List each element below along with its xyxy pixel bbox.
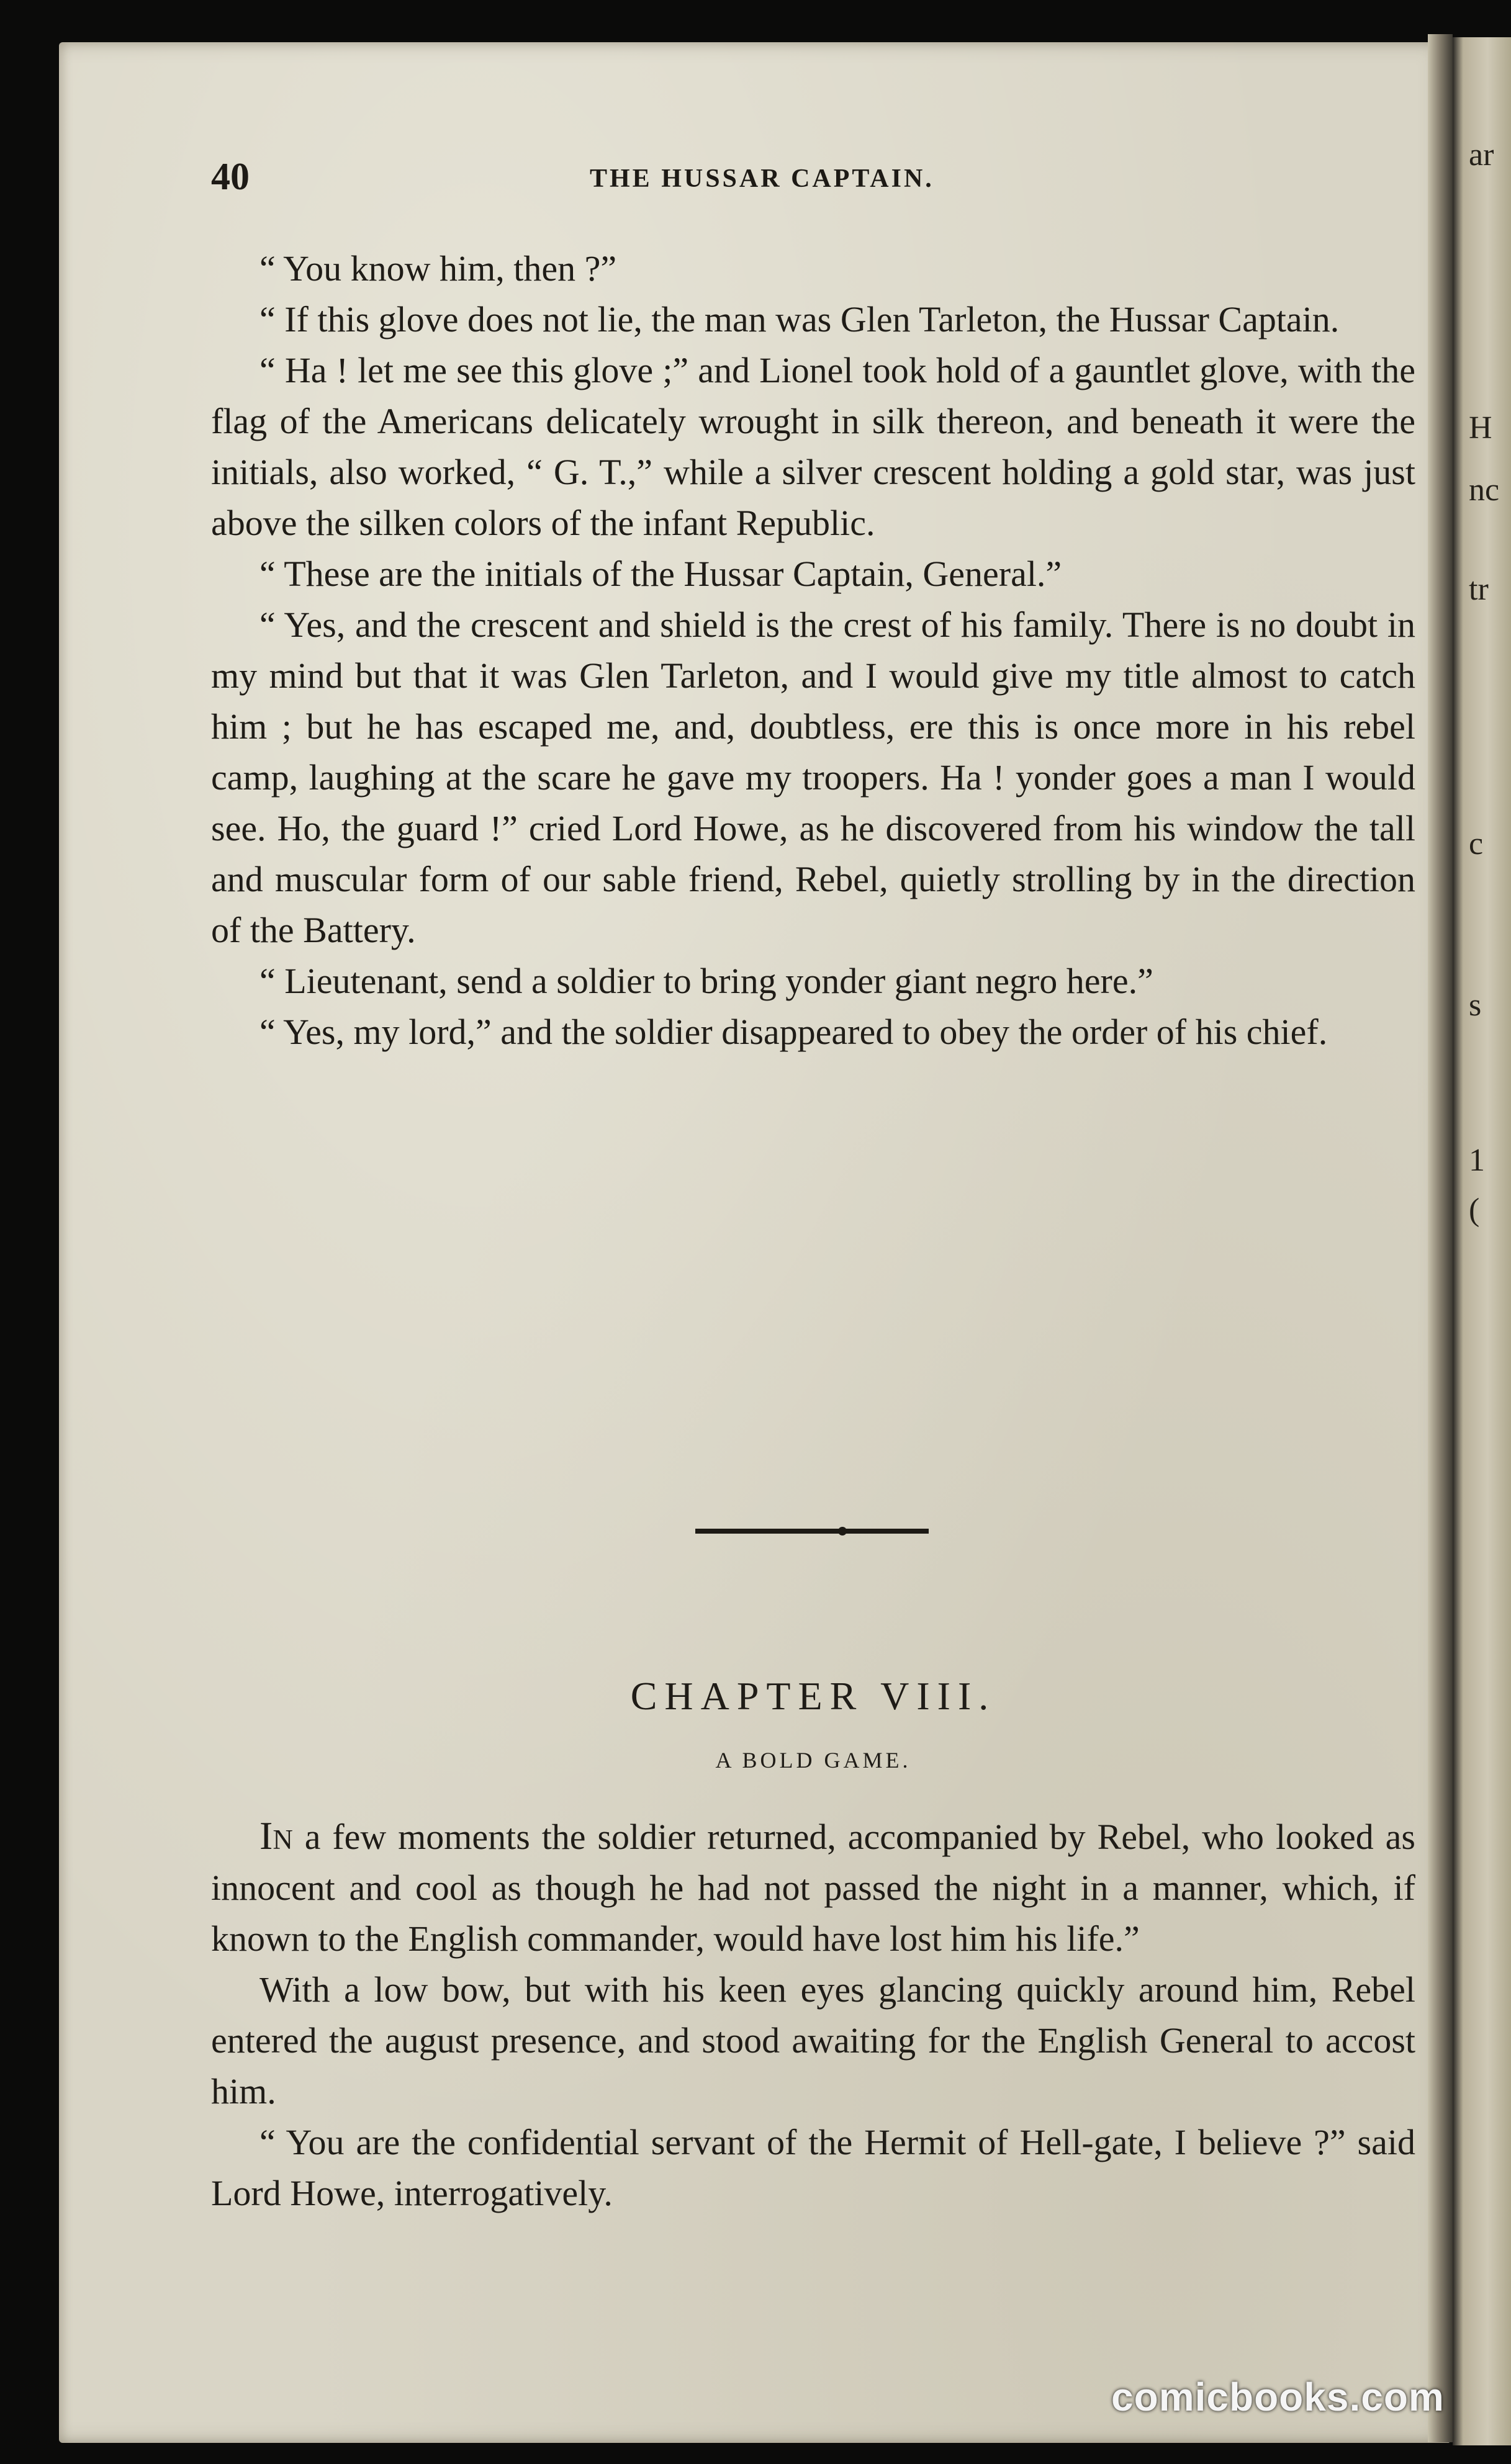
paragraph: “ You are the confidential servant of the Hermit of Hell-gate, I believe ?” said Lord Howe, interrogatively. bbox=[211, 2122, 1415, 2213]
chapter-opening-paragraph bbox=[211, 1810, 1415, 1964]
body-text-lower bbox=[211, 1810, 1415, 2219]
chapter-title: CHAPTER VIII. bbox=[630, 1674, 996, 1718]
drop-lead-word: In bbox=[259, 1814, 293, 1858]
adjacent-page-fragment: H bbox=[1469, 410, 1492, 446]
section-divider bbox=[695, 1529, 929, 1534]
paragraph-text: a few moments the soldier returned, accompanied by Rebel, who looked as innocent and cool as though he had not passed the night in a manner, which, if known to the English commander, would have lost him his life.” bbox=[211, 1817, 1415, 1959]
paragraph: “ Lieutenant, send a soldier to bring yonder giant negro here.” bbox=[259, 961, 1153, 1001]
body-text-upper bbox=[211, 243, 1415, 1058]
paragraph: “ Yes, and the crescent and shield is the crest of his family. There is no doubt in my mind but that it was Glen Tarleton, and I would give my title almost to catch him ; but he has escaped me, and, doubtless, ere this is once more in his rebel camp, laughing at the scare he gave my troopers. Ha ! yonder goes a man I would see. Ho, the guard !” cried Lord Howe, as he discovered from his window the tall and muscular form of our sable friend, Rebel, quietly strolling by in the direction of the Battery. bbox=[211, 605, 1415, 950]
paragraph: “ Ha ! let me see this glove ;” and Lionel took hold of a gauntlet glove, with the flag of the Americans delicately wrought in silk thereon, and beneath it were the initials, also worked, “ G. T.,” while a silver crescent holding a gold star, was just above the silken colors of the infant Republic. bbox=[211, 350, 1415, 543]
adjacent-page-fragment: ar bbox=[1469, 137, 1494, 173]
adjacent-page-fragment: 1 bbox=[1469, 1143, 1485, 1178]
adjacent-page-fragment: s bbox=[1469, 987, 1482, 1023]
paragraph: “ These are the initials of the Hussar Captain, General.” bbox=[259, 554, 1062, 594]
adjacent-page-fragment: ( bbox=[1469, 1192, 1480, 1228]
adjacent-page-fragment: c bbox=[1469, 826, 1484, 861]
running-head: THE HUSSAR CAPTAIN. bbox=[590, 164, 934, 193]
adjacent-page-fragment: tr bbox=[1469, 572, 1489, 607]
paragraph: “ If this glove does not lie, the man was Glen Tarleton, the Hussar Captain. bbox=[259, 299, 1340, 339]
watermark: comicbooks.com bbox=[1111, 2375, 1445, 2419]
adjacent-page-edge bbox=[1453, 37, 1511, 2445]
paragraph: With a low bow, but with his keen eyes glancing quickly around him, Rebel entered the august presence, and stood awaiting for the English General to accost him. bbox=[211, 1969, 1415, 2111]
paragraph: “ You know him, then ?” bbox=[259, 248, 617, 289]
page-number: 40 bbox=[211, 156, 250, 198]
page-header bbox=[211, 155, 1415, 211]
adjacent-page-fragment: nc bbox=[1469, 472, 1500, 508]
paragraph: “ Yes, my lord,” and the soldier disappeared to obey the order of his chief. bbox=[259, 1012, 1328, 1052]
book-gutter bbox=[1428, 34, 1453, 2442]
chapter-subtitle: A BOLD GAME. bbox=[715, 1748, 911, 1773]
